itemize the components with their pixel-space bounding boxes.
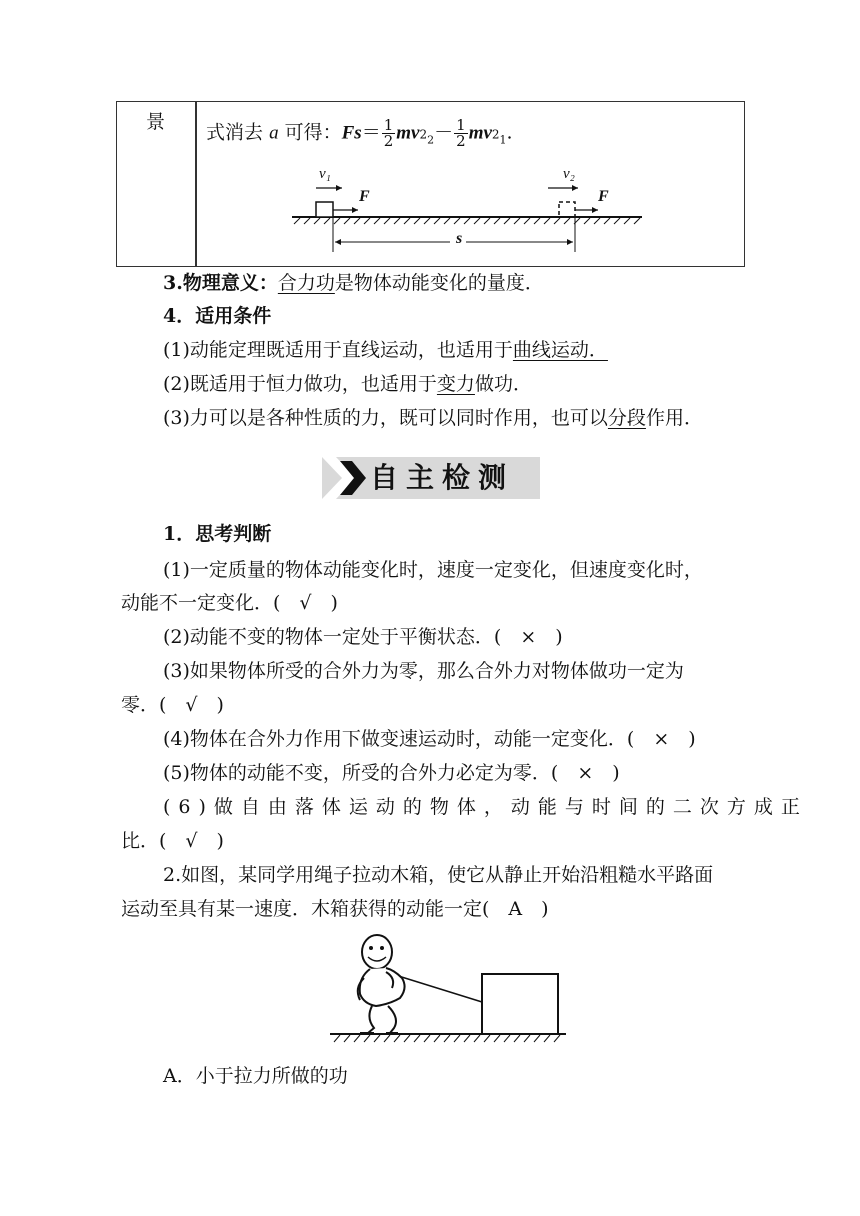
table-formula: 式消去 a 可得：Fs＝ $\frac{1}{2}$ $mv2_2-$ $\frac{1}{2}$ $mv2_1$. (206, 116, 513, 150)
q1-s3a: (3)如果物体所受的合外力为零，那么合外力对物体做功一定为 (163, 660, 684, 682)
q1-s2: (2)动能不变的物体一定处于平衡状态．( × ) (163, 626, 563, 648)
section-banner (322, 457, 540, 499)
item-4-3: (3)力可以是各种性质的力，既可以同时作用，也可以分段作用． (163, 407, 703, 429)
s-label: s (456, 230, 463, 247)
item-4-1: (1)动能定理既适用于直线运动，也适用于曲线运动． (163, 339, 608, 361)
item-4-2: (2)既适用于恒力做功，也适用于变力做功． (163, 373, 532, 395)
q1-s3b: 零．( √ ) (121, 694, 224, 716)
person-pulling-box-figure (330, 928, 570, 1048)
table-divider (195, 101, 197, 267)
F1-label: F (359, 188, 370, 205)
q1-s1a: (1)一定质量的物体动能变化时，速度一定变化，但速度变化时， (163, 559, 703, 581)
item-4-heading: 4．适用条件 (163, 305, 272, 327)
motion-diagram (280, 160, 660, 260)
q1-s6b: 比．( √ ) (121, 830, 224, 852)
section-title: 自主检测 (370, 461, 515, 494)
v2-label: v₂ (563, 166, 575, 182)
q1-s4: (4)物体在合外力作用下做变速运动时，动能一定变化．( × ) (163, 728, 696, 750)
q2-line-a: 2.如图，某同学用绳子拉动木箱，使它从静止开始沿粗糙水平路面 (163, 864, 714, 886)
q2-line-b: 运动至具有某一速度．木箱获得的动能一定( A ) (121, 898, 549, 920)
q1-s5: (5)物体的动能不变，所受的合外力必定为零．( × ) (163, 762, 620, 784)
q2-option-a: A．小于拉力所做的功 (163, 1065, 348, 1087)
table-left-cell: 景 (146, 111, 166, 133)
item-3: 3.物理意义：合力功是物体动能变化的量度． (163, 272, 544, 294)
chevron-right-icon (322, 457, 370, 499)
q1-s1b: 动能不一定变化．( √ ) (121, 592, 338, 614)
q1-s6a: (6)做自由落体运动的物体，动能与时间的二次方成正 (163, 796, 808, 818)
F2-label: F (598, 188, 609, 205)
q1-heading: 1．思考判断 (163, 523, 272, 545)
v1-label: v₁ (319, 166, 331, 182)
